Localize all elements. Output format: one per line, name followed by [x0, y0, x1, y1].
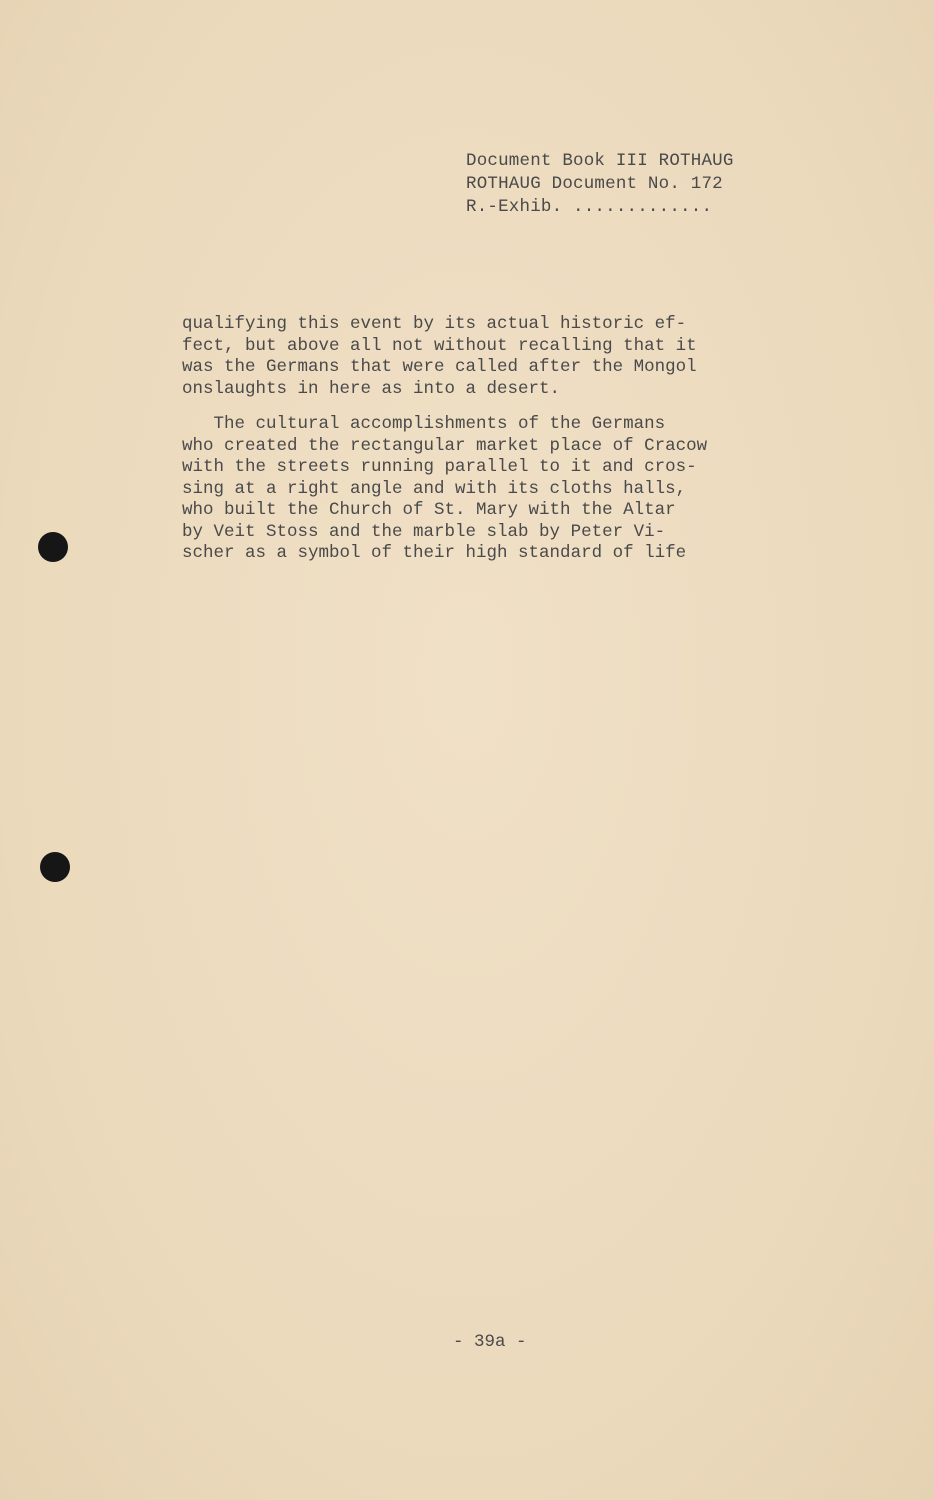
text-line: qualifying this event by its actual historic ef- — [182, 314, 687, 334]
header-exhibit: R.-Exhib. ............. — [466, 197, 713, 217]
text-line: The cultural accomplishments of the Germans — [182, 414, 666, 434]
header-document-book: Document Book III ROTHAUG — [466, 151, 734, 171]
punch-hole — [38, 532, 68, 562]
text-line: sing at a right angle and with its cloths halls, — [182, 478, 687, 499]
text-line: fect, but above all not without recalling that it — [182, 335, 697, 356]
paragraph-1 — [182, 314, 802, 400]
text-line: who created the rectangular market place of Cracow — [182, 435, 708, 456]
page-number: - 39a - — [453, 1332, 527, 1352]
text-line: who built the Church of St. Mary with the Altar — [182, 500, 676, 520]
text-line: was the Germans that were called after the Mongol — [182, 357, 697, 377]
header-document-number: ROTHAUG Document No. 172 — [466, 174, 723, 194]
text-line: scher as a symbol of their high standard of life — [182, 543, 687, 563]
paragraph-2 — [182, 414, 802, 565]
document-header — [466, 150, 796, 219]
text-line: onslaughts in here as into a desert. — [182, 378, 561, 399]
document-body — [182, 314, 802, 565]
punch-hole — [40, 852, 70, 882]
text-line: by Veit Stoss and the marble slab by Peter Vi- — [182, 521, 666, 542]
text-line: with the streets running parallel to it and cros- — [182, 457, 697, 477]
